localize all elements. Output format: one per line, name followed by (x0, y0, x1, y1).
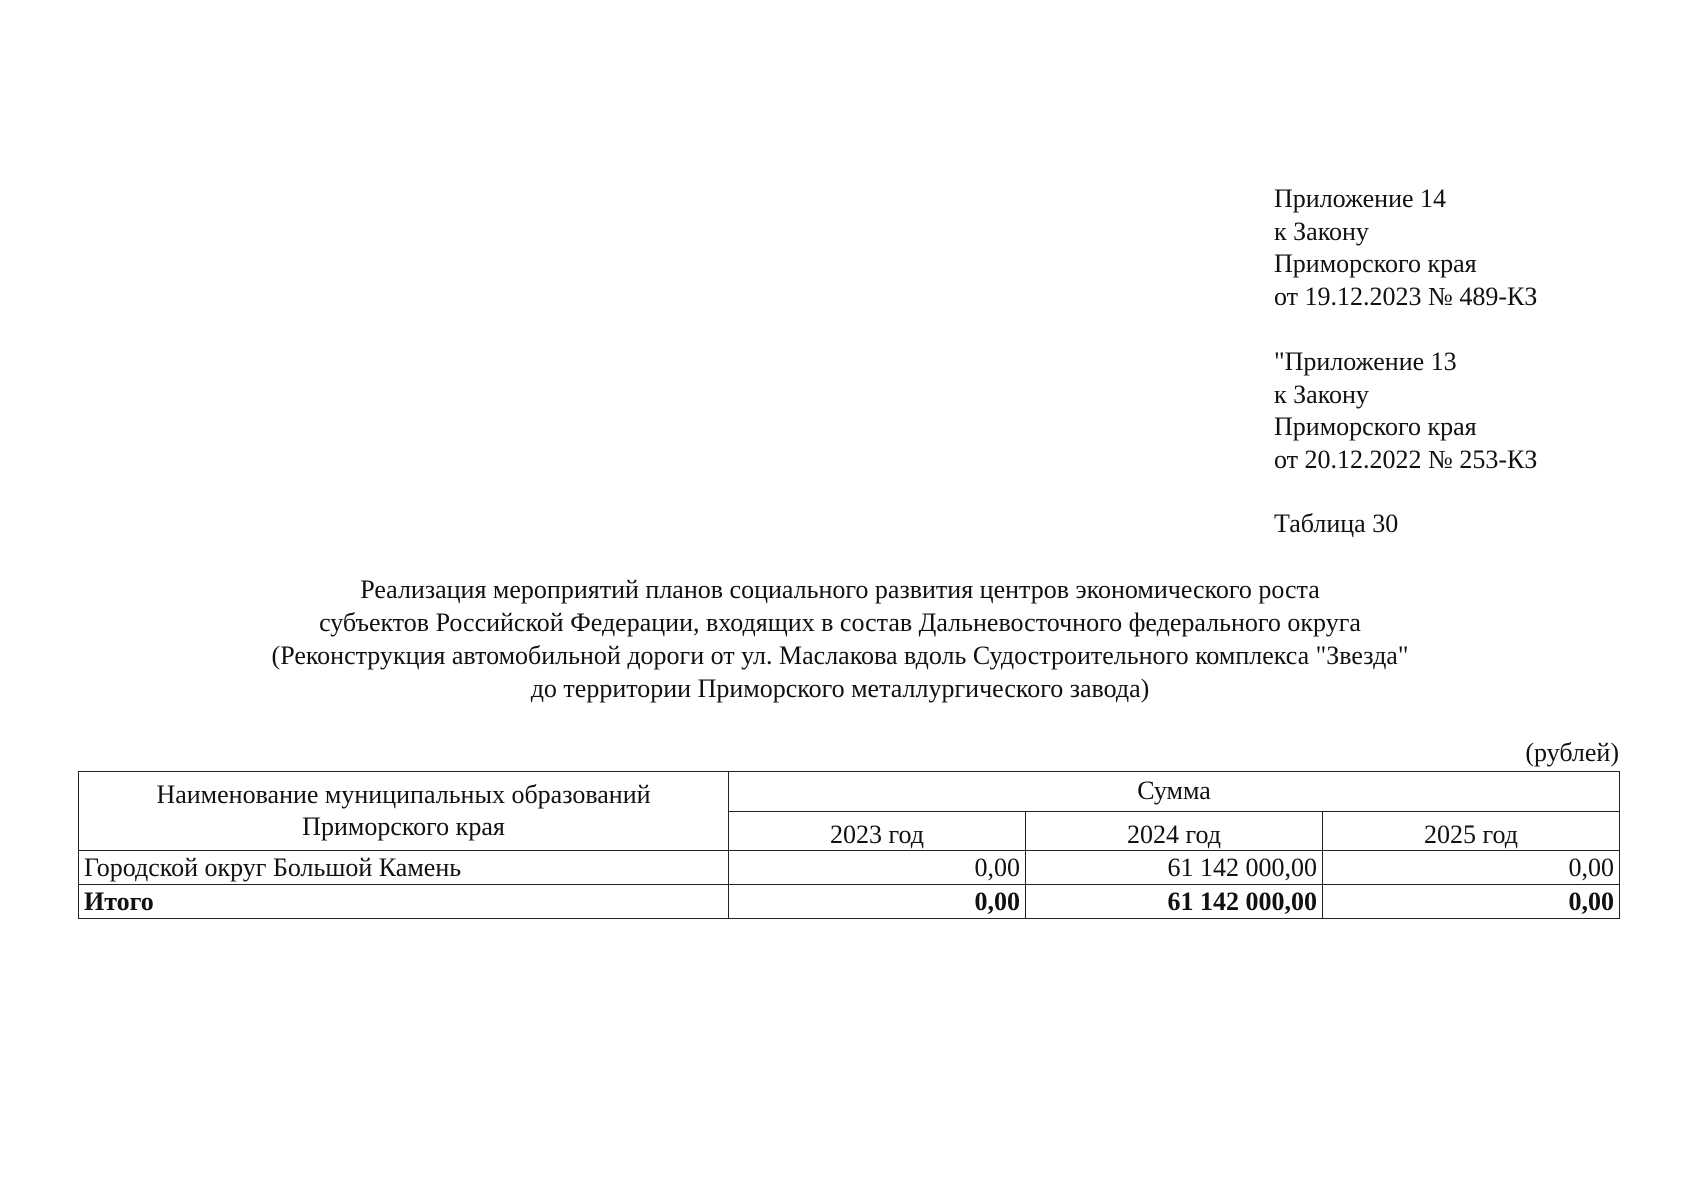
header-sum: Сумма (729, 772, 1620, 812)
municipality-name: Городской округ Большой Камень (79, 851, 729, 885)
title-line: (Реконструкция автомобильной дороги от ул. Маслакова вдоль Судостроительного комплекса "Звезда" (271, 641, 1409, 670)
total-row (79, 885, 1620, 919)
total-amount: 61 142 000,00 (1026, 885, 1323, 919)
appendix-line: Приложение 14 (1274, 184, 1447, 213)
header-municipality: Наименование муниципальных образований Приморского края (79, 772, 729, 851)
total-amount: 0,00 (729, 885, 1026, 919)
appendix-line: Приморского края (1274, 412, 1477, 441)
amount-cell: 0,00 (1323, 851, 1620, 885)
total-label: Итого (79, 885, 729, 919)
title-line: субъектов Российской Федерации, входящих в состав Дальневосточного федерального округа (319, 608, 1361, 637)
appendix-line: от 20.12.2022 № 253-КЗ (1274, 444, 1538, 474)
header-year: 2023 год (729, 811, 1026, 851)
header-year: 2025 год (1323, 811, 1620, 851)
table-row (79, 851, 1620, 885)
appendix-line: к Закону (1274, 216, 1369, 246)
appendix-current-block (1274, 183, 1537, 313)
amount-cell: 61 142 000,00 (1026, 851, 1323, 885)
amount-cell: 0,00 (729, 851, 1026, 885)
document-title (140, 573, 1540, 705)
appendix-line: к Закону (1274, 379, 1369, 409)
header-year: 2024 год (1026, 811, 1323, 851)
title-line: Реализация мероприятий планов социального развития центров экономического роста (360, 575, 1320, 604)
appendix-line: от 19.12.2023 № 489-КЗ (1274, 281, 1538, 311)
appendix-line: Приморского края (1274, 249, 1477, 278)
appendix-line: "Приложение 13 (1274, 347, 1457, 376)
title-line: до территории Приморского металлургического завода) (530, 674, 1150, 703)
table-number: Таблица 30 (1274, 509, 1399, 538)
units-label: (рублей) (1525, 738, 1619, 767)
total-amount: 0,00 (1323, 885, 1620, 919)
budget-table (78, 771, 1620, 919)
appendix-amended-block (1274, 346, 1537, 476)
